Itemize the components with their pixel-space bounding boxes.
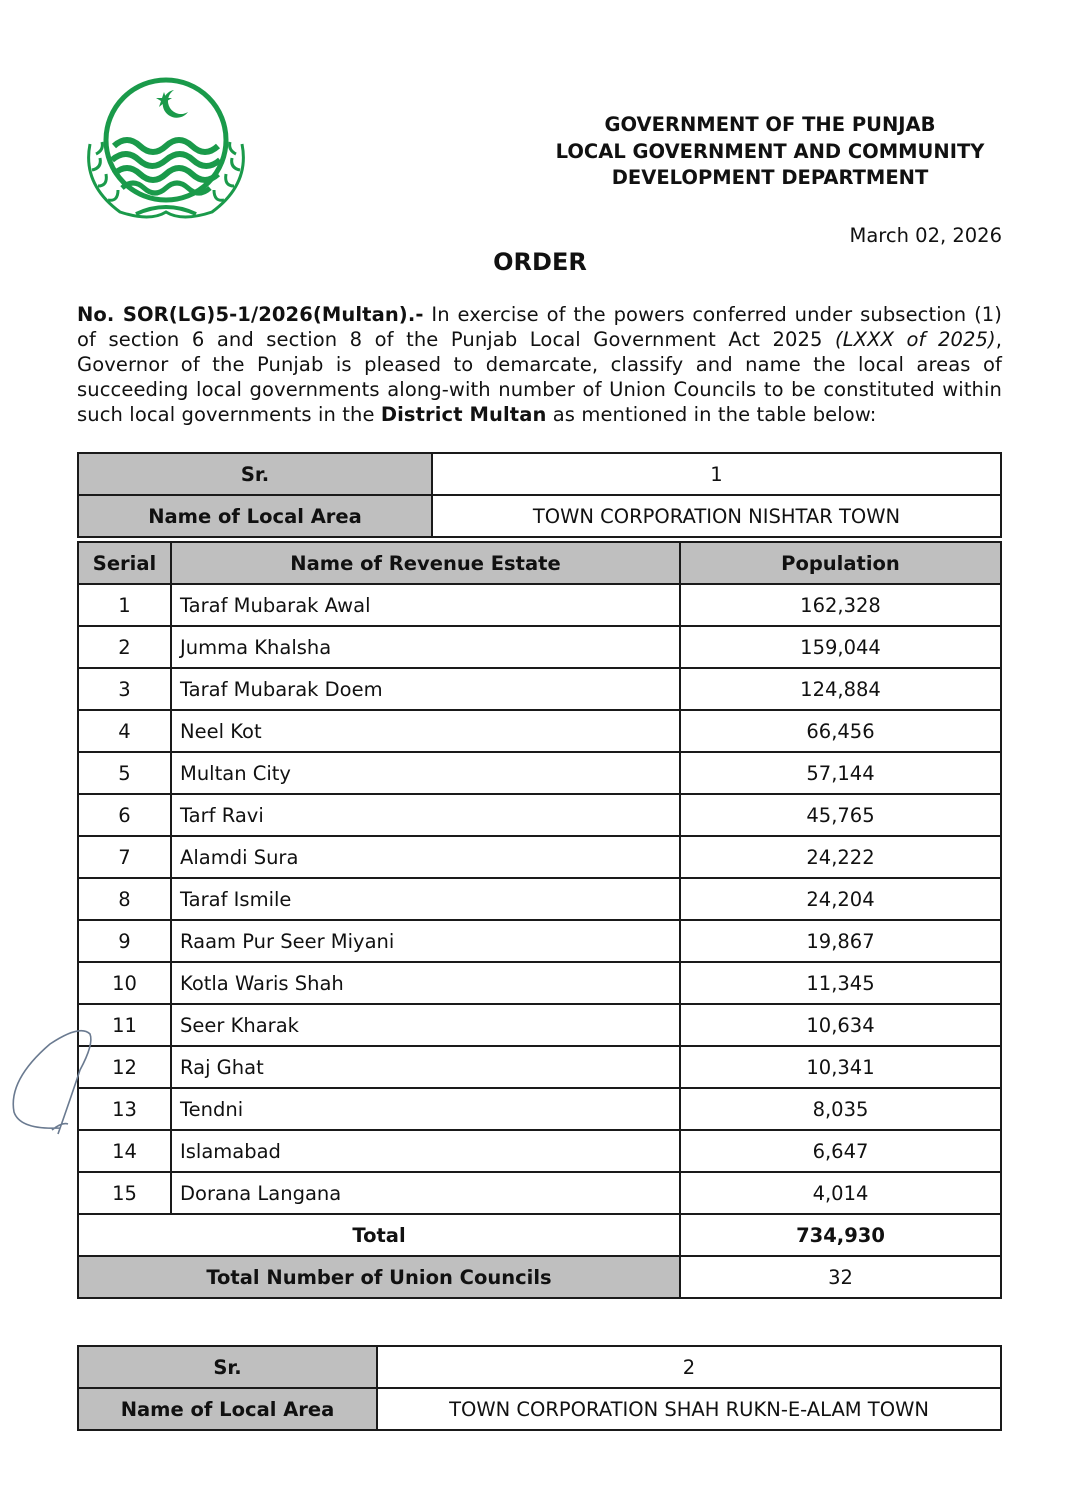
cell-serial: 6 (78, 794, 171, 836)
cell-population: 24,222 (680, 836, 1001, 878)
cell-name: Tarf Ravi (171, 794, 680, 836)
cell-serial: 4 (78, 710, 171, 752)
total-row (78, 1214, 1001, 1256)
cell-serial: 11 (78, 1004, 171, 1046)
cell-serial: 15 (78, 1172, 171, 1214)
sr-row (78, 1346, 1001, 1388)
cell-name: Alamdi Sura (171, 836, 680, 878)
column-header-population: Population (680, 542, 1001, 584)
revenue-estates-table (77, 541, 1002, 1299)
sr-row (78, 453, 1001, 495)
header-line-1: GOVERNMENT OF THE PUNJAB (604, 113, 936, 136)
cell-serial: 13 (78, 1088, 171, 1130)
table-row (78, 878, 1001, 920)
order-title: ORDER (493, 248, 587, 276)
table-row (78, 584, 1001, 626)
cell-name: Islamabad (171, 1130, 680, 1172)
cell-population: 162,328 (680, 584, 1001, 626)
local-area-value: TOWN CORPORATION SHAH RUKN-E-ALAM TOWN (377, 1388, 1001, 1430)
cell-population: 11,345 (680, 962, 1001, 1004)
district-name: District Multan (380, 403, 547, 426)
table-row (78, 1088, 1001, 1130)
local-area-row (78, 495, 1001, 537)
union-councils-value: 32 (680, 1256, 1001, 1298)
cell-serial: 2 (78, 626, 171, 668)
local-area-label: Name of Local Area (78, 1388, 377, 1430)
cell-population: 45,765 (680, 794, 1001, 836)
cell-population: 6,647 (680, 1130, 1001, 1172)
table-row (78, 710, 1001, 752)
cell-population: 124,884 (680, 668, 1001, 710)
cell-population: 10,634 (680, 1004, 1001, 1046)
table-row (78, 1172, 1001, 1214)
sr-label: Sr. (78, 453, 432, 495)
cell-serial: 12 (78, 1046, 171, 1088)
cell-name: Raj Ghat (171, 1046, 680, 1088)
local-area-value: TOWN CORPORATION NISHTAR TOWN (432, 495, 1001, 537)
header-line-2: LOCAL GOVERNMENT AND COMMUNITY (555, 139, 985, 163)
header-line-3: DEVELOPMENT DEPARTMENT (611, 166, 929, 189)
column-header-serial: Serial (78, 542, 171, 584)
cell-serial: 3 (78, 668, 171, 710)
paragraph-text: as mentioned in the table below: (546, 403, 877, 426)
act-reference: (LXXX of 2025) (834, 328, 996, 351)
table-row (78, 1004, 1001, 1046)
local-area-info-table-2 (77, 1345, 1002, 1431)
local-area-row (78, 1388, 1001, 1430)
cell-population: 8,035 (680, 1088, 1001, 1130)
cell-serial: 1 (78, 584, 171, 626)
cell-population: 24,204 (680, 878, 1001, 920)
table-row (78, 1046, 1001, 1088)
cell-name: Seer Kharak (171, 1004, 680, 1046)
cell-serial: 7 (78, 836, 171, 878)
total-label: Total (78, 1214, 680, 1256)
paragraph-text: In exercise of the powers conferred under subsection (1) of section 6 and section 8 of the Punjab Local Government Act 2025 (77, 303, 1002, 351)
table-row (78, 794, 1001, 836)
cell-name: Tendni (171, 1088, 680, 1130)
cell-name: Taraf Ismile (171, 878, 680, 920)
order-paragraph (77, 302, 1002, 427)
cell-name: Multan City (171, 752, 680, 794)
union-councils-label: Total Number of Union Councils (78, 1256, 680, 1298)
department-header (540, 112, 1000, 192)
cell-serial: 9 (78, 920, 171, 962)
punjab-emblem-icon (76, 74, 256, 226)
total-value: 734,930 (680, 1214, 1001, 1256)
cell-population: 57,144 (680, 752, 1001, 794)
cell-population: 10,341 (680, 1046, 1001, 1088)
column-header-name: Name of Revenue Estate (171, 542, 680, 584)
sr-value: 2 (377, 1346, 1001, 1388)
reference-number: No. SOR(LG)5-1/2026(Multan).- (77, 303, 424, 326)
table-row (78, 920, 1001, 962)
table-row (78, 1130, 1001, 1172)
cell-serial: 8 (78, 878, 171, 920)
table-row (78, 836, 1001, 878)
cell-serial: 5 (78, 752, 171, 794)
cell-name: Taraf Mubarak Doem (171, 668, 680, 710)
table-row (78, 668, 1001, 710)
table-row (78, 962, 1001, 1004)
cell-name: Raam Pur Seer Miyani (171, 920, 680, 962)
paragraph-text: , Governor of the Punjab is pleased to demarcate, classify and name the local areas of succeeding local governments along-with number of Union Councils to be constituted within such local governments in the (77, 328, 1002, 426)
table-row (78, 626, 1001, 668)
cell-name: Jumma Khalsha (171, 626, 680, 668)
cell-name: Neel Kot (171, 710, 680, 752)
local-area-label: Name of Local Area (78, 495, 432, 537)
table-row (78, 752, 1001, 794)
cell-population: 66,456 (680, 710, 1001, 752)
sr-value: 1 (432, 453, 1001, 495)
cell-population: 19,867 (680, 920, 1001, 962)
cell-name: Taraf Mubarak Awal (171, 584, 680, 626)
cell-name: Kotla Waris Shah (171, 962, 680, 1004)
table-header-row (78, 542, 1001, 584)
cell-serial: 10 (78, 962, 171, 1004)
union-councils-row (78, 1256, 1001, 1298)
sr-label: Sr. (78, 1346, 377, 1388)
cell-population: 4,014 (680, 1172, 1001, 1214)
order-date: March 02, 2026 (849, 224, 1002, 247)
local-area-info-table-1 (77, 452, 1002, 538)
cell-population: 159,044 (680, 626, 1001, 668)
cell-serial: 14 (78, 1130, 171, 1172)
cell-name: Dorana Langana (171, 1172, 680, 1214)
